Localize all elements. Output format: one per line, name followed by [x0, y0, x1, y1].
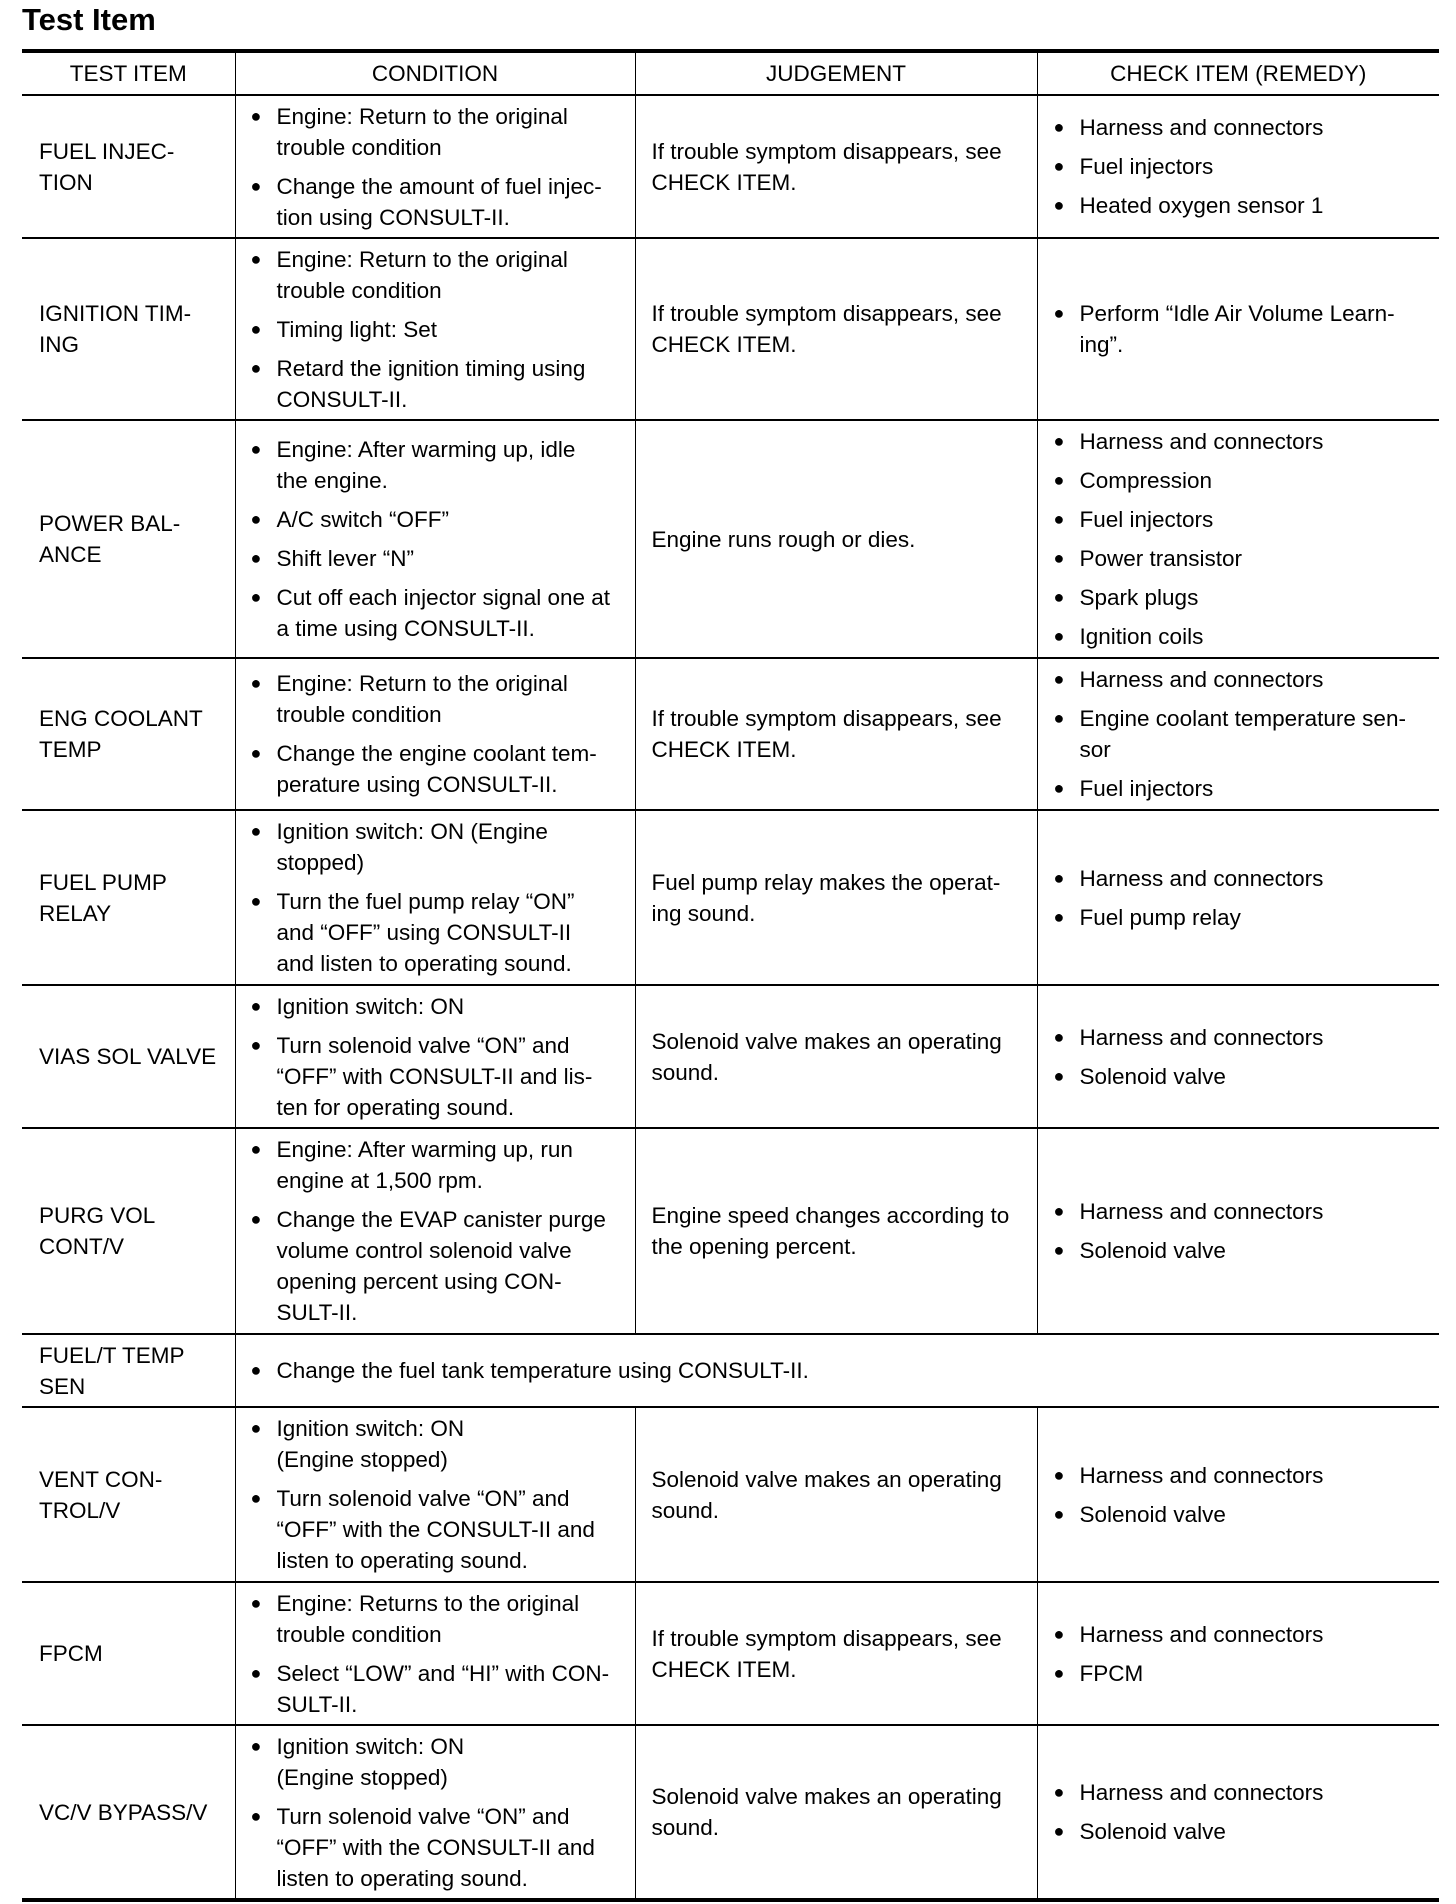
check-item-text: Ignition coils [1079, 624, 1204, 649]
condition-item [251, 1413, 629, 1475]
condition-item [251, 1658, 629, 1720]
condition-cell [235, 658, 635, 810]
condition-item-text: Engine: Return to the original trouble condition [276, 246, 568, 303]
condition-item-text: Ignition switch: ON (Engine stopped) [276, 819, 548, 875]
condition-list [251, 1355, 1434, 1386]
header-check-item: CHECK ITEM (REMEDY) [1037, 51, 1439, 95]
check-item [1054, 151, 1430, 182]
check-list [1054, 863, 1430, 933]
condition-item [251, 582, 629, 644]
condition-item [251, 1801, 629, 1894]
check-item-cell [1037, 810, 1439, 985]
condition-cell [235, 1128, 635, 1334]
test-item-cell: POWER BAL- ANCE [22, 420, 235, 658]
test-item-cell: IGNITION TIM- ING [22, 238, 235, 420]
condition-cell [235, 95, 635, 238]
condition-cell [235, 1725, 635, 1900]
check-item [1054, 1499, 1430, 1530]
condition-item [251, 101, 629, 163]
check-item [1054, 1658, 1430, 1689]
condition-item-text: Change the fuel tank temperature using CONSULT-II. [276, 1358, 809, 1383]
bullet-icon: ● [250, 439, 262, 459]
condition-cell [235, 238, 635, 420]
table-row [22, 1407, 1439, 1582]
check-item [1054, 1816, 1430, 1847]
bullet-icon: ● [250, 248, 262, 269]
judgement-cell: If trouble symptom disappears, see CHECK ITEM. [635, 95, 1037, 238]
test-item-cell: PURG VOL CONT/V [22, 1128, 235, 1334]
bullet-icon: ● [1053, 548, 1065, 568]
bullet-icon: ● [1053, 1821, 1065, 1841]
check-list [1054, 1777, 1430, 1847]
bullet-icon: ● [250, 743, 262, 763]
check-item-text: Solenoid valve [1079, 1819, 1226, 1844]
bullet-icon: ● [1053, 1026, 1065, 1047]
bullet-icon: ● [1053, 1782, 1065, 1802]
check-item [1054, 773, 1430, 804]
check-item-text: Perform “Idle Air Volume Learn- ing”. [1079, 301, 1395, 357]
check-list [1054, 112, 1430, 221]
test-item-cell: ENG COOLANT TEMP [22, 658, 235, 810]
bullet-icon: ● [1053, 509, 1065, 529]
check-item-text: Harness and connectors [1079, 1621, 1324, 1647]
condition-list [251, 101, 629, 233]
check-item-text: Fuel injectors [1079, 154, 1214, 179]
test-item-cell: FUEL INJEC- TION [22, 95, 235, 238]
check-list [1054, 1619, 1430, 1689]
condition-list [251, 1413, 629, 1576]
condition-item [251, 1588, 629, 1650]
bullet-icon: ● [250, 1034, 262, 1055]
test-item-cell: FPCM [22, 1582, 235, 1725]
check-item-text: Compression [1079, 468, 1213, 493]
check-item-cell [1037, 658, 1439, 810]
table-row [22, 1725, 1439, 1900]
check-item-text: Fuel injectors [1079, 776, 1214, 801]
bullet-icon: ● [1053, 626, 1065, 646]
judgement-cell: If trouble symptom disappears, see CHECK ITEM. [635, 658, 1037, 810]
test-item-cell: VC/V BYPASS/V [22, 1725, 235, 1900]
bullet-icon: ● [250, 673, 262, 693]
bullet-icon: ● [1053, 906, 1065, 927]
bullet-icon: ● [250, 318, 262, 339]
condition-list [251, 1731, 629, 1894]
bullet-icon: ● [250, 1735, 262, 1756]
bullet-icon: ● [1053, 708, 1065, 728]
check-item [1054, 190, 1430, 221]
check-item-text: Harness and connectors [1079, 1024, 1324, 1050]
bullet-icon: ● [1053, 303, 1065, 323]
check-item [1054, 664, 1430, 695]
table-row [22, 238, 1439, 420]
check-item-text: Fuel pump relay [1079, 904, 1241, 930]
condition-item [251, 1731, 629, 1793]
check-item [1054, 621, 1430, 652]
table-row [22, 1128, 1439, 1334]
bullet-icon: ● [1053, 431, 1065, 451]
bullet-icon: ● [250, 1139, 262, 1159]
condition-item [251, 353, 629, 415]
check-item-text: Harness and connectors [1079, 865, 1324, 891]
table-header-row [22, 51, 1439, 95]
check-item-cell [1037, 1128, 1439, 1334]
bullet-icon: ● [250, 587, 262, 607]
bullet-icon: ● [1053, 1464, 1065, 1485]
condition-item-text: Shift lever “N” [276, 546, 415, 571]
judgement-cell: If trouble symptom disappears, see CHECK ITEM. [635, 238, 1037, 420]
condition-cell [235, 1582, 635, 1725]
condition-cell [235, 810, 635, 985]
table-row [22, 658, 1439, 810]
header-condition: CONDITION [235, 51, 635, 95]
bullet-icon: ● [250, 175, 262, 196]
judgement-cell: Solenoid valve makes an operating sound. [635, 1407, 1037, 1582]
condition-item-text: Timing light: Set [276, 316, 437, 342]
bullet-icon: ● [250, 357, 262, 378]
bullet-icon: ● [250, 1209, 262, 1229]
bullet-icon: ● [1053, 669, 1065, 689]
condition-cell [235, 1407, 635, 1582]
bullet-icon: ● [1053, 587, 1065, 607]
condition-item [251, 434, 629, 496]
check-item [1054, 863, 1430, 894]
check-item-cell [1037, 238, 1439, 420]
bullet-icon: ● [1053, 470, 1065, 490]
bullet-icon: ● [1053, 1240, 1065, 1260]
judgement-cell: Fuel pump relay makes the operat- ing sound. [635, 810, 1037, 985]
condition-item [251, 314, 629, 345]
condition-list [251, 668, 629, 800]
check-item-text: Harness and connectors [1079, 667, 1324, 692]
judgement-cell: Engine runs rough or dies. [635, 420, 1037, 658]
check-item [1054, 1022, 1430, 1053]
condition-item [251, 991, 629, 1022]
condition-item-text: Engine: Return to the original trouble condition [276, 103, 568, 160]
check-item-text: Fuel injectors [1079, 507, 1214, 532]
bullet-icon: ● [1053, 1065, 1065, 1086]
condition-list [251, 1588, 629, 1720]
bullet-icon: ● [250, 891, 262, 911]
condition-item [251, 1030, 629, 1123]
condition-item-text: Turn the fuel pump relay “ON” and “OFF” using CONSULT-II and listen to operating sound. [276, 889, 575, 976]
test-item-cell: VENT CON- TROL/V [22, 1407, 235, 1582]
bullet-icon: ● [1053, 1662, 1065, 1683]
condition-cell [235, 1334, 1439, 1407]
bullet-icon: ● [250, 1360, 262, 1380]
check-list [1054, 1196, 1430, 1266]
condition-item-text: Engine: After warming up, idle the engine. [276, 437, 576, 493]
bullet-icon: ● [1053, 1623, 1065, 1644]
page-title: Test Item [22, 2, 156, 37]
condition-item-text: Change the engine coolant tem- perature using CONSULT-II. [276, 741, 597, 797]
test-item-cell: FUEL/T TEMP SEN [22, 1334, 235, 1407]
check-item-text: Solenoid valve [1079, 1063, 1226, 1089]
judgement-cell: Engine speed changes according to the opening percent. [635, 1128, 1037, 1334]
condition-item-text: Engine: After warming up, run engine at 1,500 rpm. [276, 1137, 573, 1193]
condition-item-text: Ignition switch: ON (Engine stopped) [276, 1733, 465, 1790]
table-row [22, 1334, 1439, 1407]
condition-list [251, 991, 629, 1123]
condition-item-text: Turn solenoid valve “ON” and “OFF” with the CONSULT-II and listen to operating sound. [276, 1486, 595, 1573]
bullet-icon: ● [1053, 117, 1065, 137]
check-item [1054, 543, 1430, 574]
condition-item [251, 504, 629, 535]
bullet-icon: ● [1053, 867, 1065, 888]
table-row [22, 420, 1439, 658]
check-list [1054, 1022, 1430, 1092]
check-item-text: Solenoid valve [1079, 1238, 1226, 1263]
condition-item-text: Engine: Return to the original trouble condition [276, 671, 568, 727]
condition-item [251, 886, 629, 979]
bullet-icon: ● [250, 509, 262, 529]
check-item [1054, 426, 1430, 457]
check-item-cell [1037, 420, 1439, 658]
condition-item-text: Select “LOW” and “HI” with CON- SULT-II. [276, 1660, 610, 1717]
bullet-icon: ● [1053, 156, 1065, 176]
check-item [1054, 902, 1430, 933]
condition-item-text: Ignition switch: ON (Engine stopped) [276, 1416, 465, 1472]
check-item [1054, 703, 1430, 765]
condition-item-text: Change the amount of fuel injec- tion using CONSULT-II. [276, 173, 602, 230]
check-item-text: Solenoid valve [1079, 1501, 1226, 1527]
table-row [22, 1582, 1439, 1725]
check-item-text: Harness and connectors [1079, 429, 1324, 454]
test-item-cell: VIAS SOL VALVE [22, 985, 235, 1128]
bullet-icon: ● [250, 1592, 262, 1613]
check-item [1054, 1196, 1430, 1227]
check-item-cell [1037, 1725, 1439, 1900]
check-item-text: FPCM [1079, 1660, 1144, 1686]
check-list [1054, 298, 1430, 360]
table-row [22, 810, 1439, 985]
condition-list [251, 244, 629, 415]
condition-item-text: Retard the ignition timing using CONSULT-II. [276, 355, 586, 412]
check-item [1054, 1777, 1430, 1808]
check-item-text: Harness and connectors [1079, 115, 1324, 140]
check-list [1054, 426, 1430, 652]
judgement-cell: Solenoid valve makes an operating sound. [635, 1725, 1037, 1900]
check-item-cell [1037, 95, 1439, 238]
bullet-icon: ● [250, 548, 262, 568]
condition-item-text: Engine: Returns to the original trouble condition [276, 1590, 580, 1647]
bullet-icon: ● [250, 995, 262, 1016]
bullet-icon: ● [1053, 778, 1065, 798]
check-item [1054, 582, 1430, 613]
check-item-text: Engine coolant temperature sen- sor [1079, 706, 1406, 762]
bullet-icon: ● [1053, 195, 1065, 215]
condition-item [251, 1483, 629, 1576]
check-item-cell [1037, 1407, 1439, 1582]
table-row [22, 95, 1439, 238]
check-item-text: Harness and connectors [1079, 1462, 1324, 1488]
header-test-item: TEST ITEM [22, 51, 235, 95]
bullet-icon: ● [250, 1418, 262, 1438]
check-item [1054, 1061, 1430, 1092]
check-item-text: Harness and connectors [1079, 1199, 1324, 1224]
check-item-cell [1037, 985, 1439, 1128]
condition-item [251, 816, 629, 878]
condition-item-text: A/C switch “OFF” [276, 507, 449, 532]
check-item-text: Spark plugs [1079, 585, 1199, 610]
check-item [1054, 1460, 1430, 1491]
test-item-cell: FUEL PUMP RELAY [22, 810, 235, 985]
check-item-text: Heated oxygen sensor 1 [1079, 193, 1324, 218]
condition-item-text: Turn solenoid valve “ON” and “OFF” with the CONSULT-II and listen to operating sound. [276, 1803, 595, 1891]
condition-item [251, 1134, 629, 1196]
condition-item [251, 1355, 1434, 1386]
check-list [1054, 664, 1430, 804]
header-judgement: JUDGEMENT [635, 51, 1037, 95]
condition-item-text: Turn solenoid valve “ON” and “OFF” with CONSULT-II and lis- ten for operating sound. [276, 1032, 593, 1120]
check-item [1054, 465, 1430, 496]
table-row [22, 985, 1439, 1128]
check-item [1054, 112, 1430, 143]
condition-item [251, 1204, 629, 1328]
check-item-text: Harness and connectors [1079, 1780, 1324, 1805]
condition-item [251, 668, 629, 730]
bullet-icon: ● [250, 821, 262, 841]
check-item [1054, 504, 1430, 535]
check-item-cell [1037, 1582, 1439, 1725]
condition-item-text: Cut off each injector signal one at a time using CONSULT-II. [276, 585, 611, 641]
condition-cell [235, 985, 635, 1128]
judgement-cell: Solenoid valve makes an operating sound. [635, 985, 1037, 1128]
bullet-icon: ● [1053, 1503, 1065, 1524]
condition-item [251, 738, 629, 800]
check-item [1054, 298, 1430, 360]
condition-item [251, 244, 629, 306]
bullet-icon: ● [1053, 1201, 1065, 1221]
judgement-cell: If trouble symptom disappears, see CHECK ITEM. [635, 1582, 1037, 1725]
condition-list [251, 1134, 629, 1328]
condition-item-text: Change the EVAP canister purge volume control solenoid valve opening percent using CON- SULT-II. [276, 1207, 606, 1325]
condition-list [251, 434, 629, 644]
condition-item [251, 171, 629, 233]
condition-list [251, 816, 629, 979]
check-item-text: Power transistor [1079, 546, 1243, 571]
check-item [1054, 1235, 1430, 1266]
check-list [1054, 1460, 1430, 1530]
bullet-icon: ● [250, 105, 262, 126]
table-body [22, 95, 1439, 1900]
bullet-icon: ● [250, 1805, 262, 1826]
bullet-icon: ● [250, 1662, 262, 1683]
condition-item [251, 543, 629, 574]
check-item [1054, 1619, 1430, 1650]
test-item-table [22, 49, 1439, 1902]
condition-item-text: Ignition switch: ON [276, 993, 465, 1019]
bullet-icon: ● [250, 1488, 262, 1508]
condition-cell [235, 420, 635, 658]
